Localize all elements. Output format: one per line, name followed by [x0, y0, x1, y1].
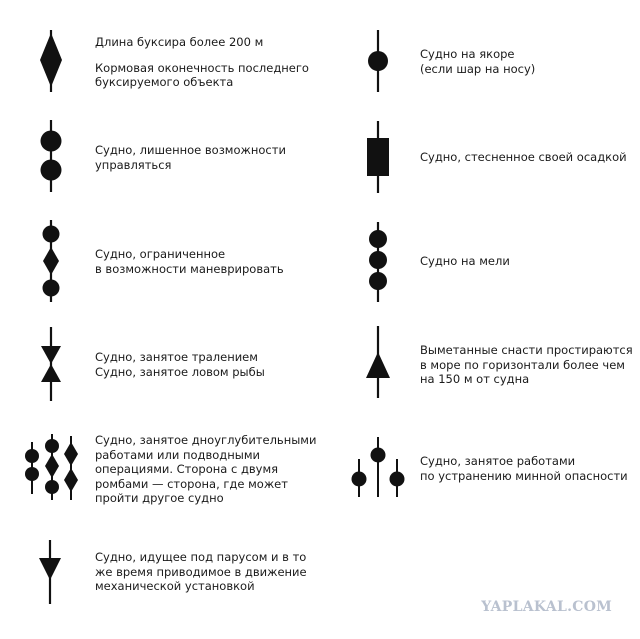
cylinder-icon	[366, 121, 390, 193]
signal-description: Судно на мели	[420, 254, 510, 268]
signal-description: Судно, занятое тралением Судно, занятое ловом рыбы	[95, 350, 265, 379]
signal-description: Судно, идущее под парусом и в то же время приводимое в движение механической установкой	[95, 550, 307, 593]
mine-clearance-icon	[349, 437, 407, 499]
diamond-mast-icon	[36, 30, 66, 92]
ball-diamond-ball-icon	[40, 220, 62, 302]
signal-description: Судно, ограниченное в возможности маневрировать	[95, 247, 284, 276]
signal-description: Судно, стесненное своей осадкой	[420, 150, 627, 164]
signal-description: Выметанные снасти простираются в море по горизонтали более чем на 150 м от судна	[420, 343, 633, 386]
signal-description: Судно, занятое работами по устранению минной опасности	[420, 454, 628, 483]
single-ball-icon	[366, 30, 390, 92]
cone-apex-up-icon	[365, 326, 391, 398]
two-cones-apex-together-icon	[38, 327, 64, 401]
two-balls-icon	[38, 120, 64, 192]
signal-description: Судно, занятое дноуглубительными работами или подводными операциями. Сторона с двумя ромбами — сторона, где может пройти другое судно	[95, 433, 317, 505]
cone-apex-down-icon	[37, 540, 63, 604]
three-balls-icon	[366, 222, 390, 302]
signal-description: Длина буксира более 200 м Кормовая оконечность последнего буксируемого объекта	[95, 35, 309, 89]
dredger-signals-icon	[23, 434, 81, 502]
signal-description: Судно, лишенное возможности управляться	[95, 143, 286, 172]
signal-description: Судно на якоре (если шар на носу)	[420, 47, 536, 76]
watermark: YAPLAKAL.COM	[481, 599, 612, 615]
